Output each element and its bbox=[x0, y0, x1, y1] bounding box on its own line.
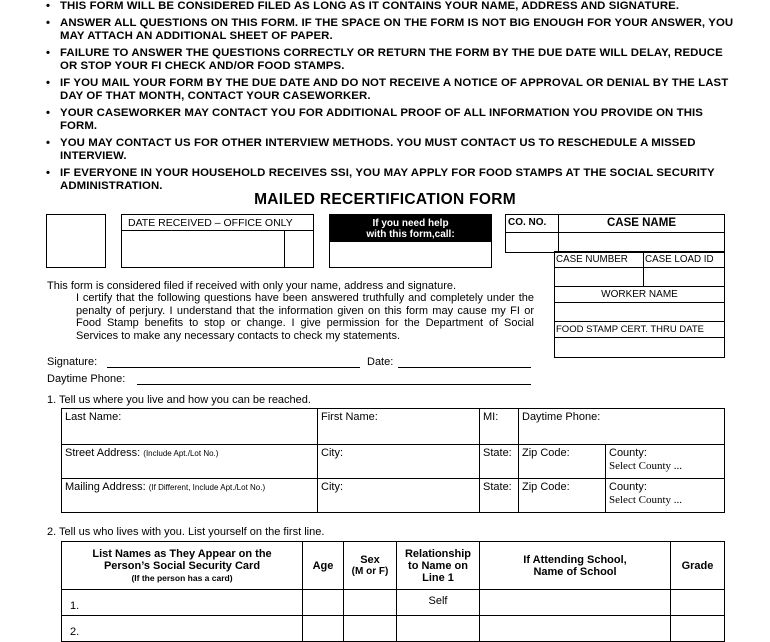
worker-name-label: WORKER NAME bbox=[555, 287, 725, 303]
case-load-id-label: CASE LOAD ID bbox=[644, 252, 725, 268]
food-stamp-cert-value[interactable] bbox=[555, 338, 725, 358]
col-sex-header bbox=[344, 542, 397, 590]
col-relationship-header bbox=[397, 542, 480, 590]
last-name-cell[interactable] bbox=[62, 409, 318, 445]
state-label: State: bbox=[483, 447, 512, 459]
col-grade-header: Grade bbox=[671, 542, 725, 590]
instruction-item: • ANSWER ALL QUESTIONS ON THIS FORM. IF THE SPACE ON THE FORM IS NOT BIG ENOUGH FOR YOUR ANSWER, YOU MAY ATTACH AN ADDITIONAL SHEET OF PAPER. bbox=[46, 17, 734, 42]
col-names-line1: List Names as They Appear on the bbox=[92, 547, 272, 560]
case-info-grid bbox=[505, 214, 725, 253]
county-label: County: bbox=[609, 447, 647, 459]
date-received-label: DATE RECEIVED – OFFICE ONLY bbox=[128, 217, 293, 229]
mailing-zip-label: Zip Code: bbox=[522, 481, 570, 493]
certification-text: I certify that the following questions have been answered truthfully and completely under the penalty of perjury. I understand that the information given on this form may cause my FI or Food Stamp benefits to stop or change. I give permission for the Department of Social Services to make any necessary contacts to check my statements. bbox=[76, 292, 534, 342]
row1-number: 1. bbox=[70, 600, 80, 612]
table-row bbox=[62, 616, 725, 642]
stamp-box bbox=[46, 214, 106, 268]
row1-relationship: Self bbox=[428, 595, 448, 607]
case-name-label: CASE NAME bbox=[559, 215, 725, 233]
help-line2: with this form,call: bbox=[366, 229, 455, 240]
county-cell[interactable] bbox=[606, 445, 725, 479]
instruction-item: • THIS FORM WILL BE CONSIDERED FILED AS LONG AS IT CONTAINS YOUR NAME, ADDRESS AND SIGNATURE. bbox=[46, 0, 680, 12]
col-age-header: Age bbox=[303, 542, 344, 590]
row2-number: 2. bbox=[70, 626, 80, 638]
col-names-line3: (If the person has a card) bbox=[131, 572, 233, 583]
household-table bbox=[61, 541, 725, 642]
row1-sex-cell[interactable] bbox=[344, 590, 397, 616]
row2-sex-cell[interactable] bbox=[344, 616, 397, 642]
instruction-item: • IF EVERYONE IN YOUR HOUSEHOLD RECEIVES SSI, YOU MAY APPLY FOR FOOD STAMPS AT THE SOCIAL SECURITY ADMINISTRATION. bbox=[46, 167, 715, 192]
street-cell[interactable] bbox=[62, 445, 318, 479]
col-names-line2: Person’s Social Security Card bbox=[103, 559, 261, 572]
col-rel-line2: to Name on bbox=[408, 559, 468, 572]
first-name-label: First Name: bbox=[321, 411, 378, 423]
case-load-id-value[interactable] bbox=[644, 268, 725, 287]
date-line[interactable] bbox=[398, 367, 531, 368]
mailing-city-label: City: bbox=[321, 481, 343, 493]
instruction-item: • YOUR CASEWORKER MAY CONTACT YOU FOR ADDITIONAL PROOF OF ALL INFORMATION YOU PROVIDE ON THIS FORM. bbox=[46, 107, 703, 132]
daytime-phone-label-table: Daytime Phone: bbox=[522, 411, 601, 423]
city-label: City: bbox=[321, 447, 343, 459]
street-hint: (Include Apt./Lot No.) bbox=[143, 449, 219, 458]
row1-relationship-cell bbox=[397, 590, 480, 616]
mailing-state-cell[interactable] bbox=[480, 479, 519, 513]
row2-grade-cell[interactable] bbox=[671, 616, 725, 642]
col-sex-line2: (M or F) bbox=[351, 565, 389, 577]
col-rel-line3: Line 1 bbox=[422, 571, 454, 584]
date-received-box bbox=[121, 214, 314, 268]
date-received-split bbox=[284, 230, 285, 268]
row1-age-cell[interactable] bbox=[303, 590, 344, 616]
help-banner bbox=[330, 215, 491, 242]
date-label: Date: bbox=[367, 356, 394, 368]
filed-notice: This form is considered filed if received with only your name, address and signature. bbox=[47, 280, 457, 292]
daytime-phone-line[interactable] bbox=[137, 384, 531, 385]
date-received-divider bbox=[121, 230, 314, 231]
mailing-zip-cell[interactable] bbox=[519, 479, 606, 513]
row1-grade-cell[interactable] bbox=[671, 590, 725, 616]
daytime-phone-cell[interactable] bbox=[519, 409, 725, 445]
last-name-label: Last Name: bbox=[65, 411, 122, 423]
case-number-grid bbox=[554, 251, 725, 358]
mailing-county-select[interactable]: Select County ... bbox=[609, 494, 683, 506]
instruction-item: • FAILURE TO ANSWER THE QUESTIONS CORRECTLY OR RETURN THE FORM BY THE DUE DATE WILL DELAY, REDUCE OR STOP YOUR FI CHECK AND/OR FOOD STAMPS. bbox=[46, 47, 723, 72]
help-box bbox=[329, 214, 492, 268]
first-name-cell[interactable] bbox=[318, 409, 480, 445]
col-school-header bbox=[480, 542, 671, 590]
col-sex-line1: Sex bbox=[360, 553, 380, 566]
col-names-header bbox=[62, 542, 303, 590]
col-rel-line1: Relationship bbox=[404, 547, 471, 560]
county-select[interactable]: Select County ... bbox=[609, 460, 683, 472]
col-school-line1: If Attending School, bbox=[523, 553, 627, 566]
street-label: Street Address: bbox=[65, 447, 141, 459]
instructions-list bbox=[46, 0, 736, 197]
table-row bbox=[62, 590, 725, 616]
co-no-value[interactable] bbox=[506, 233, 559, 253]
mailing-cell[interactable] bbox=[62, 479, 318, 513]
state-cell[interactable] bbox=[480, 445, 519, 479]
mailing-county-cell[interactable] bbox=[606, 479, 725, 513]
col-school-line2: Name of School bbox=[533, 565, 617, 578]
case-name-value[interactable] bbox=[559, 233, 725, 253]
instruction-item: • IF YOU MAIL YOUR FORM BY THE DUE DATE AND DO NOT RECEIVE A NOTICE OF APPROVAL OR DENIAL BY THE LAST DAY OF THAT MONTH, CONTACT YOUR CASEWORKER. bbox=[46, 77, 729, 102]
co-no-label: CO. NO. bbox=[506, 215, 559, 233]
help-line1: If you need help bbox=[372, 218, 449, 229]
signature-label: Signature: bbox=[47, 356, 98, 368]
daytime-phone-label: Daytime Phone: bbox=[47, 373, 126, 385]
signature-line[interactable] bbox=[107, 367, 360, 368]
row2-relationship-cell[interactable] bbox=[397, 616, 480, 642]
mailing-label: Mailing Address: bbox=[65, 481, 146, 493]
zip-cell[interactable] bbox=[519, 445, 606, 479]
case-number-label: CASE NUMBER bbox=[555, 252, 644, 268]
row2-name-cell[interactable] bbox=[62, 616, 303, 642]
row1-name-cell[interactable] bbox=[62, 590, 303, 616]
worker-name-value[interactable] bbox=[555, 303, 725, 322]
form-title: MAILED RECERTIFICATION FORM bbox=[254, 191, 516, 208]
mailing-hint: (If Different, Include Apt./Lot No.) bbox=[148, 483, 266, 492]
section2-heading: 2. Tell us who lives with you. List yourself on the first line. bbox=[47, 526, 325, 538]
mi-label: MI: bbox=[483, 411, 499, 423]
section1-heading: 1. Tell us where you live and how you can be reached. bbox=[47, 394, 311, 406]
mailing-state-label: State: bbox=[483, 481, 512, 493]
row1-school-cell[interactable] bbox=[480, 590, 671, 616]
mi-cell[interactable] bbox=[480, 409, 519, 445]
mailing-city-cell[interactable] bbox=[318, 479, 480, 513]
case-number-value[interactable] bbox=[555, 268, 644, 287]
address-table bbox=[61, 408, 725, 513]
row2-age-cell[interactable] bbox=[303, 616, 344, 642]
row2-school-cell[interactable] bbox=[480, 616, 671, 642]
mailing-county-label: County: bbox=[609, 481, 647, 493]
food-stamp-cert-label: FOOD STAMP CERT. THRU DATE bbox=[555, 322, 725, 338]
instruction-item: • YOU MAY CONTACT US FOR OTHER INTERVIEW METHODS. YOU MUST CONTACT US TO RESCHEDULE A MISSED INTERVIEW. bbox=[46, 137, 696, 162]
zip-label: Zip Code: bbox=[522, 447, 570, 459]
city-cell[interactable] bbox=[318, 445, 480, 479]
